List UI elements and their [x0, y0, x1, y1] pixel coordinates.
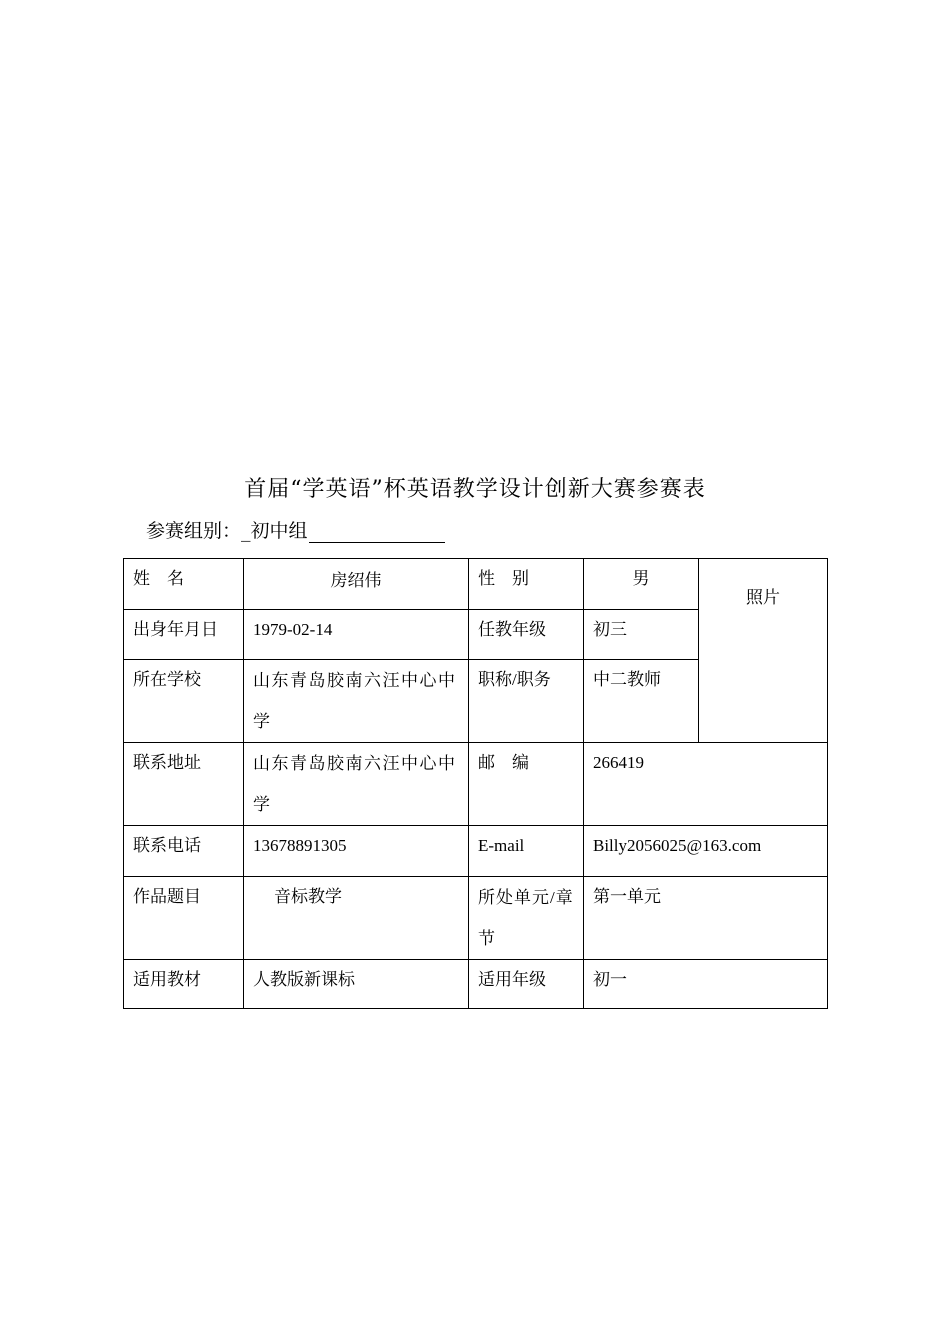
group-value: 初中组 — [250, 520, 308, 542]
gender-value: 男 — [584, 559, 699, 610]
teach-grade-label: 任教年级 — [469, 610, 584, 660]
birth-label: 出身年月日 — [124, 610, 244, 660]
registration-form-table — [123, 558, 828, 1009]
title-label: 职称/职务 — [469, 660, 584, 743]
work-title-label: 作品题目 — [124, 877, 244, 960]
name-value: 房绍伟 — [244, 559, 469, 610]
table-row — [124, 826, 828, 877]
photo-cell — [699, 559, 828, 743]
table-row — [124, 743, 828, 826]
group-label: 参赛组别：_ — [146, 520, 251, 542]
address-value: 山东青岛胶南六汪中心中学 — [244, 743, 469, 826]
gender-label: 性 别 — [469, 559, 584, 610]
applicable-grade-value: 初一 — [584, 960, 828, 1009]
email-value: Billy2056025@163.com — [584, 826, 828, 877]
phone-label: 联系电话 — [124, 826, 244, 877]
birth-value: 1979-02-14 — [244, 610, 469, 660]
postcode-label: 邮 编 — [469, 743, 584, 826]
unit-label: 所处单元/章节 — [469, 877, 584, 960]
table-row — [124, 960, 828, 1009]
phone-value: 13678891305 — [244, 826, 469, 877]
photo-label: 照片 — [746, 588, 780, 607]
document-title: 首届“学英语”杯英语教学设计创新大赛参赛表 — [244, 477, 706, 502]
email-label: E-mail — [469, 826, 584, 877]
textbook-value: 人教版新课标 — [244, 960, 469, 1009]
postcode-value: 266419 — [584, 743, 828, 826]
work-title-value: 音标教学 — [244, 877, 469, 960]
group-underline — [309, 522, 445, 543]
school-value: 山东青岛胶南六汪中心中学 — [244, 660, 469, 743]
table-row — [124, 559, 828, 610]
school-label: 所在学校 — [124, 660, 244, 743]
table-row — [124, 877, 828, 960]
group-line — [146, 516, 445, 543]
address-label: 联系地址 — [124, 743, 244, 826]
applicable-grade-label: 适用年级 — [469, 960, 584, 1009]
unit-value: 第一单元 — [584, 877, 828, 960]
textbook-label: 适用教材 — [124, 960, 244, 1009]
name-label: 姓 名 — [124, 559, 244, 610]
title-value: 中二教师 — [584, 660, 699, 743]
teach-grade-value: 初三 — [584, 610, 699, 660]
